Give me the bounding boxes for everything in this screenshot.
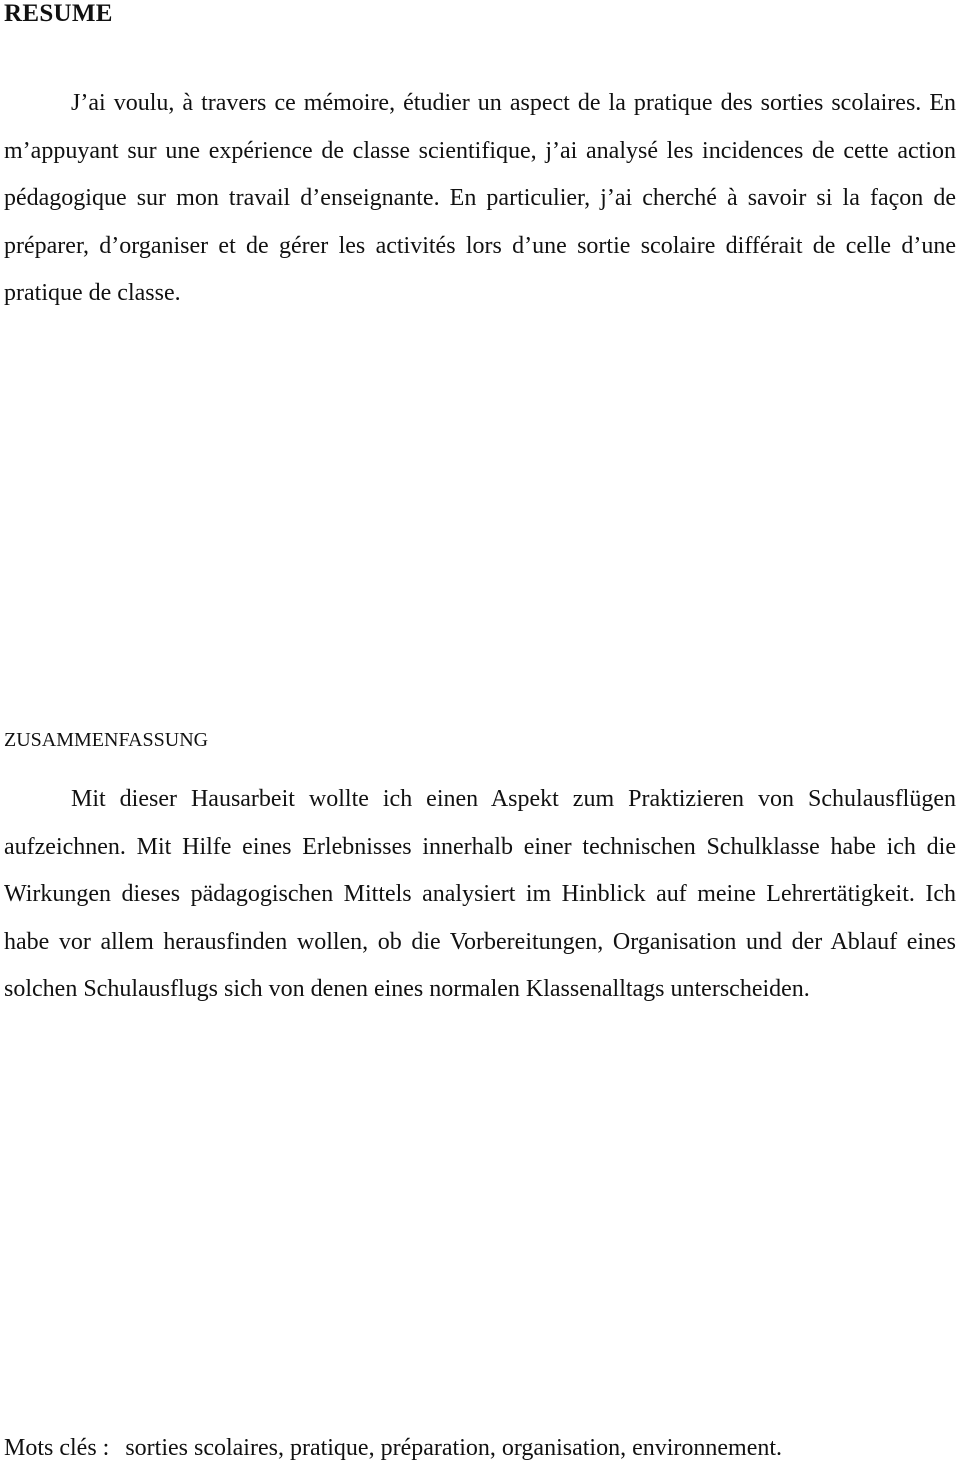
zusammenfassung-paragraph: Mit dieser Hausarbeit wollte ich einen Aspekt zum Praktizieren von Schulausflügen aufzeichnen. Mit Hilfe eines Erlebnisses innerhalb einer technischen Schulklasse habe ich die Wirkungen dieses pädagogischen Mittels analysiert im Hinblick auf meine Lehrertätigkeit. Ich habe vor allem herausfinden wollen, ob die Vorbereitungen, Organisation und der Ablauf eines solchen Schulausflugs sich von denen eines normalen Klassenalltags unterscheiden.	[4, 786, 956, 1002]
resume-paragraph: J’ai voulu, à travers ce mémoire, étudier un aspect de la pratique des sorties scolaires. En m’appuyant sur une expérience de classe scientifique, j’ai analysé les incidences de cette action pédagogique sur mon travail d’enseignante. En particulier, j’ai cherché à savoir si la façon de préparer, d’organiser et de gérer les activités lors d’une sortie scolaire différait de celle d’une pratique de classe.	[4, 90, 956, 306]
keywords-line	[4, 1433, 782, 1463]
keywords-label: Mots clés :	[4, 1435, 110, 1461]
resume-heading: RESUME	[4, 0, 113, 27]
keywords-value: sorties scolaires, pratique, préparation, organisation, environnement.	[125, 1435, 783, 1461]
zusammenfassung-heading: ZUSAMMENFASSUNG	[4, 729, 209, 751]
